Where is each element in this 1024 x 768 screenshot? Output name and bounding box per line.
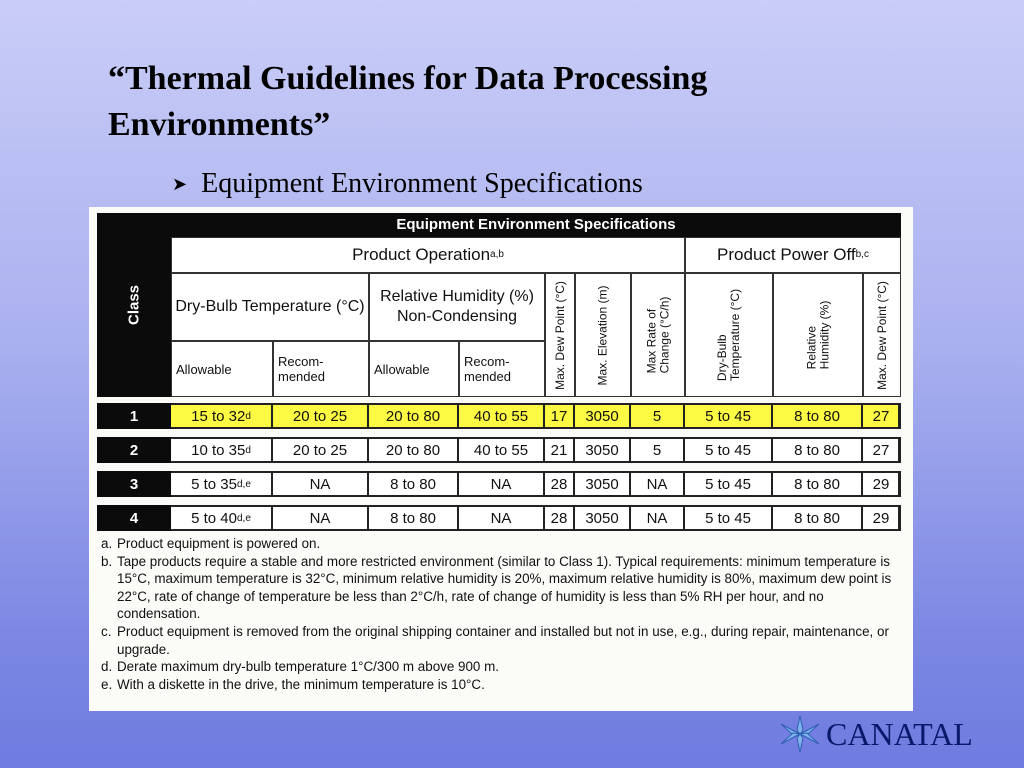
cell-value: 5 to 35	[191, 475, 237, 493]
row-class-label: 2	[97, 437, 171, 463]
table-banner: Equipment Environment Specifications	[171, 213, 901, 237]
off-humidity-line-1: Relative	[803, 325, 818, 370]
rh-recommended-label: Recom-mended	[464, 354, 511, 384]
footnote-text: Product equipment is powered on.	[117, 536, 321, 551]
cell-footnote-sup: d,e	[236, 512, 251, 524]
footnote-text: Tape products require a stable and more restricted environment (similar to Class 1). Typical requirements: minimum temperature is 15°C, maximum temperature is 32°C, minimum relative humidity is 20%, maximum relative humidity is 80%, maximum dew point is 22°C, rate of change of temperature be less than 2°C/h, rate of change of humidity is less than 5% RH per hour, and no condensation.	[117, 553, 892, 622]
footnotes	[101, 535, 901, 693]
dry-bulb-label: Dry-Bulb Temperature (°C)	[175, 298, 365, 315]
cell-value: 15 to 32	[191, 407, 246, 425]
off-dry-bulb-label	[716, 289, 742, 381]
row-border	[171, 403, 901, 429]
off-dew-point-header	[863, 273, 901, 397]
cell-value: 29	[872, 475, 890, 493]
canatal-star-logo-icon	[778, 714, 822, 754]
canatal-logo	[778, 714, 973, 754]
footnote-item	[101, 553, 901, 623]
off-humidity-line-2: Humidity (%)	[816, 300, 831, 370]
max-rate-line-2: Change (°C/h)	[657, 296, 671, 374]
cell-value: 3050	[585, 441, 619, 459]
db-recommended-label: Recom-mended	[278, 354, 325, 384]
row-border	[171, 437, 901, 463]
cell-value: 5 to 40	[191, 509, 237, 527]
footnote-text: Product equipment is removed from the original shipping container and installed but not in use, e.g., during repair, maintenance, or upgrade.	[117, 623, 889, 657]
cell-footnote-sup: d	[245, 410, 251, 422]
cell-value: NA	[646, 475, 668, 493]
product-operation-header	[171, 237, 685, 273]
product-power-off-header	[685, 237, 901, 273]
footnote-key: b.	[101, 553, 113, 569]
cell-value: NA	[309, 475, 331, 493]
cell-value: 20 to 80	[385, 441, 441, 459]
footnote-key: d.	[101, 659, 113, 675]
max-elevation-header	[575, 273, 631, 397]
footnote-item	[101, 535, 901, 553]
cell-value: 8 to 80	[794, 509, 840, 527]
cell-value: 3050	[585, 475, 619, 493]
footnote-item	[101, 676, 901, 694]
cell-value: 8 to 80	[794, 441, 840, 459]
max-rate-header	[631, 273, 685, 397]
cell-value: 28	[550, 475, 568, 493]
off-dry-bulb-header	[685, 273, 773, 397]
rh-recommended-header	[459, 341, 545, 397]
cell-value: NA	[309, 509, 331, 527]
db-allowable-header	[171, 341, 273, 397]
cell-value: 17	[550, 407, 568, 425]
rh-allowable-header	[369, 341, 459, 397]
cell-value: 5	[652, 407, 662, 425]
bullet-text: Equipment Environment Specifications	[201, 168, 643, 199]
cell-value: 20 to 25	[292, 441, 348, 459]
footnote-item	[101, 623, 901, 658]
relative-humidity-header	[369, 273, 545, 341]
off-dew-point-label: Max. Dew Point (°C)	[874, 280, 889, 390]
rh-allowable-label: Allowable	[374, 361, 430, 377]
bullet-item	[172, 168, 643, 200]
cell-value: 27	[872, 407, 890, 425]
product-power-off-label: Product Power Off	[717, 245, 856, 264]
cell-value: 8 to 80	[390, 509, 436, 527]
footnote-key: a.	[101, 536, 113, 551]
footnote-text: Derate maximum dry-bulb temperature 1°C/300 m above 900 m.	[117, 659, 499, 675]
cell-value: 10 to 35	[191, 441, 246, 459]
db-allowable-label: Allowable	[176, 361, 232, 377]
class-header	[97, 213, 171, 397]
cell-value: 3050	[585, 407, 619, 425]
cell-footnote-sup: d	[245, 444, 251, 456]
cell-value: 40 to 55	[473, 441, 529, 459]
cell-value: 5 to 45	[705, 441, 751, 459]
max-elevation-label: Max. Elevation (m)	[595, 284, 610, 386]
off-dry-bulb-line-2: Temperature (°C)	[728, 288, 742, 382]
cell-value: 29	[872, 509, 890, 527]
spec-table-image	[89, 207, 913, 711]
dry-bulb-header	[171, 273, 369, 341]
cell-value: 3050	[585, 509, 619, 527]
row-class-label: 3	[97, 471, 171, 497]
cell-value: 5 to 45	[705, 475, 751, 493]
logo-text: CANATAL	[826, 715, 973, 752]
row-border	[171, 471, 901, 497]
off-dry-bulb-line-1: Dry-Bulb	[715, 334, 729, 382]
cell-value: 8 to 80	[794, 407, 840, 425]
cell-value: 40 to 55	[473, 407, 529, 425]
cell-value: 27	[872, 441, 890, 459]
row-class-label: 4	[97, 505, 171, 531]
row-border	[171, 505, 901, 531]
cell-value: NA	[646, 509, 668, 527]
cell-value: NA	[490, 509, 512, 527]
arrow-bullet-icon: ➤	[172, 173, 188, 194]
cell-value: 8 to 80	[794, 475, 840, 493]
footnote-key: c.	[101, 623, 112, 639]
product-operation-sup: a,b	[490, 249, 504, 260]
product-power-off-sup: b,c	[855, 249, 869, 260]
cell-value: NA	[490, 475, 512, 493]
class-header-label: Class	[125, 284, 143, 326]
footnote-key: e.	[101, 676, 113, 692]
cell-value: 20 to 80	[385, 407, 441, 425]
footnote-text: With a diskette in the drive, the minimum temperature is 10°C.	[117, 676, 485, 692]
cell-value: 5	[652, 441, 662, 459]
cell-value: 8 to 80	[390, 475, 436, 493]
max-rate-line-1: Max Rate of	[644, 308, 658, 374]
cell-footnote-sup: d,e	[236, 478, 251, 490]
row-class-label: 1	[97, 403, 171, 429]
off-humidity-header	[773, 273, 863, 397]
off-humidity-label	[805, 301, 831, 370]
max-dew-point-header	[545, 273, 575, 397]
max-dew-point-label: Max. Dew Point (°C)	[552, 280, 567, 390]
slide-title: “Thermal Guidelines for Data Processing Environments”	[108, 60, 708, 143]
product-operation-label: Product Operation	[352, 245, 491, 264]
cell-value: 5 to 45	[705, 407, 751, 425]
cell-value: 5 to 45	[705, 509, 751, 527]
cell-value: 21	[550, 441, 568, 459]
relative-humidity-label: Relative Humidity (%) Non-Condensing	[380, 288, 534, 325]
db-recommended-header	[273, 341, 369, 397]
max-rate-label	[645, 297, 671, 374]
cell-value: 20 to 25	[292, 407, 348, 425]
footnote-item	[101, 658, 901, 676]
cell-value: 28	[550, 509, 568, 527]
